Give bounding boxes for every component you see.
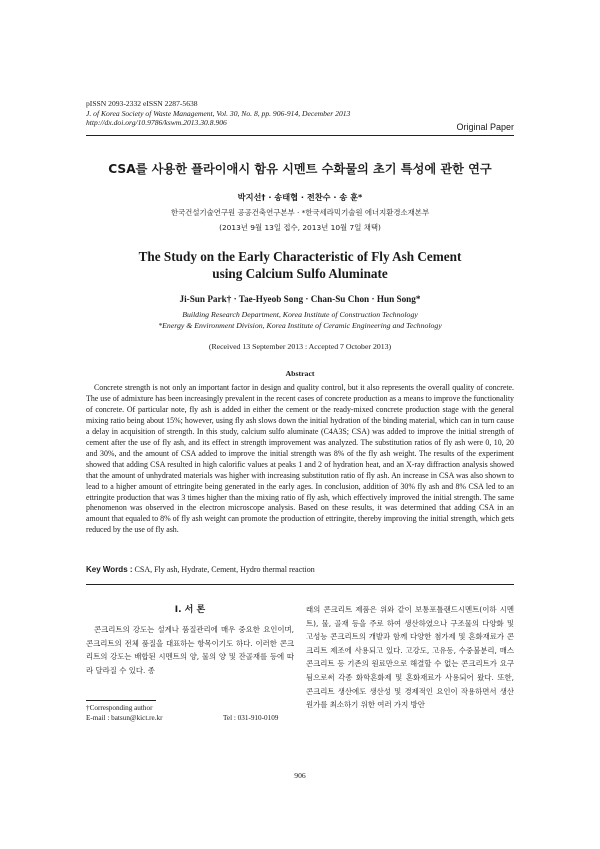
keywords-rule — [86, 584, 514, 585]
section-title-introduction: I. 서 론 — [174, 605, 206, 615]
journal-citation: J. of Korea Society of Waste Management, Vol. 30, No. 8, pp. 906-914, December 2013 — [86, 108, 351, 118]
abstract-text: Concrete strength is not only an important factor in design and quality control, but it also represents the overall quality of concrete. The use of admixture has been increasingly prevalent in the recent cases of concrete production as a means to improve the functionality of concrete. Of particular note, fly ash is added in either the cement or the ready-mixed concrete production stage with the general mixing ratio being about 15%; however, using fly ash slows down the initial hydration of the binding material, which can in turn cause a delay in acquisition of strength. In this study, calcium sulfo aluminate (C4A3S; CSA) was added to improve the initial strength of cement after the use of fly ash, and its effect in strength improvement was analyzed. The substitution ratios of fly ash were 0, 10, 20 and 30%, and the amount of CSA added to improve the initial strength was 8% of the fly ash weight. The results of the experiment showed that adding CSA resulted in high calorific values at peaks 1 and 2 of hydration heat, and an X-ray diffraction analysis showed that the amount of unhydrated materials was higher with increasing substitution ratio of fly ash. An increase in CSA was also shown to lead to a higher amount of ettringite being generated in the early ages. In conclusion, addition of 30% fly ash and 8% CSA led to an ettringite production that was 3 times higher than the mixing ratio of fly ash, which effectively improved the initial strength. The same phenomenon was observed in the electron microscope analysis. Based on these results, it was determined that adding CSA in an amount that equaled to 8% of fly ash weight can promote the production of ettringite, thereby improving the initial strength, which gets reduced by the use of fly ash. — [86, 383, 514, 535]
english-affiliation-1: Building Research Department, Korea Institute of Construction Technology — [182, 310, 418, 319]
journal-header — [86, 99, 350, 128]
body-right-column: 래의 콘크리트 제품은 위와 같이 보통포틀랜드시멘트(이하 시멘트), 물, 골재 등을 주로 하여 생산하였으나 구조물의 다양화 및 고성능 콘크리트의 개발과 함께 다양한 첨가제 및 혼화재료가 콘크리트 제조에 사용되고 있다. 고강도, 고유동, 수중불분리, 매스콘크리트 등 기존의 원료만으로 해결할 수 없는 콘크리트가 요구됨으로써 각종 화학혼화제 및 혼화재료가 사용되어 왔다. 또한, 콘크리트 생산에도 생산성 및 경제적인 요인이 작용하면서 생산원가를 최소하기 위한 여러 가지 방안 — [306, 605, 514, 710]
issn-line: pISSN 2093-2332 eISSN 2287-5638 — [86, 99, 198, 108]
english-title-line-2: using Calcium Sulfo Aluminate — [212, 266, 388, 281]
footnote-email[interactable]: E-mail : batsun@kict.re.kr — [86, 713, 163, 722]
english-dates: (Received 13 September 2013 : Accepted 7 October 2013) — [208, 342, 392, 351]
header-rule — [86, 135, 514, 136]
footnote-rule — [86, 700, 156, 701]
page-number: 906 — [294, 771, 306, 780]
footnote-corresponding: †Corresponding author — [86, 704, 153, 712]
english-authors: Ji-Sun Park† · Tae-Hyeob Song · Chan-Su Chon · Hun Song* — [179, 294, 421, 304]
korean-affiliation: 한국건설기술연구원 공공건축연구본부 · *한국세라믹기술원 에너지환경소재본부 — [170, 208, 430, 217]
english-affiliations — [60, 309, 540, 331]
english-title — [60, 248, 540, 282]
english-affiliation-2: *Energy & Environment Division, Korea Institute of Ceramic Engineering and Technology — [158, 321, 442, 330]
keywords-label: Key Words : — [86, 565, 133, 574]
korean-authors: 박지선† · 송태협 · 전찬수 · 송 훈* — [237, 192, 363, 202]
english-title-line-1: The Study on the Early Characteristic of Fly Ash Cement — [138, 249, 462, 264]
doi-link[interactable]: http://dx.doi.org/10.9786/kswm.2013.30.8.906 — [86, 118, 227, 128]
korean-dates: (2013년 9월 13일 접수, 2013년 10월 7일 채택) — [219, 223, 381, 232]
keywords — [86, 565, 315, 574]
keywords-text: CSA, Fly ash, Hydrate, Cement, Hydro thermal reaction — [134, 565, 315, 574]
body-left-column: 콘크리트의 강도는 설계나 품질관리에 매우 중요한 요인이며, 콘크리트의 전체 품질을 대표하는 항목이기도 하다. 이러한 콘크리트의 강도는 배합된 시멘트의 양, 물의 양 및 잔골재를 등에 따라 달라질 수 있다. 종 — [86, 625, 294, 675]
footnote-tel: Tel : 031-910-0109 — [223, 713, 279, 722]
korean-title: CSA를 사용한 플라이애시 함유 시멘트 수화물의 초기 특성에 관한 연구 — [108, 162, 492, 176]
paper-type-label: Original Paper — [456, 122, 514, 132]
abstract-heading: Abstract — [285, 369, 315, 378]
